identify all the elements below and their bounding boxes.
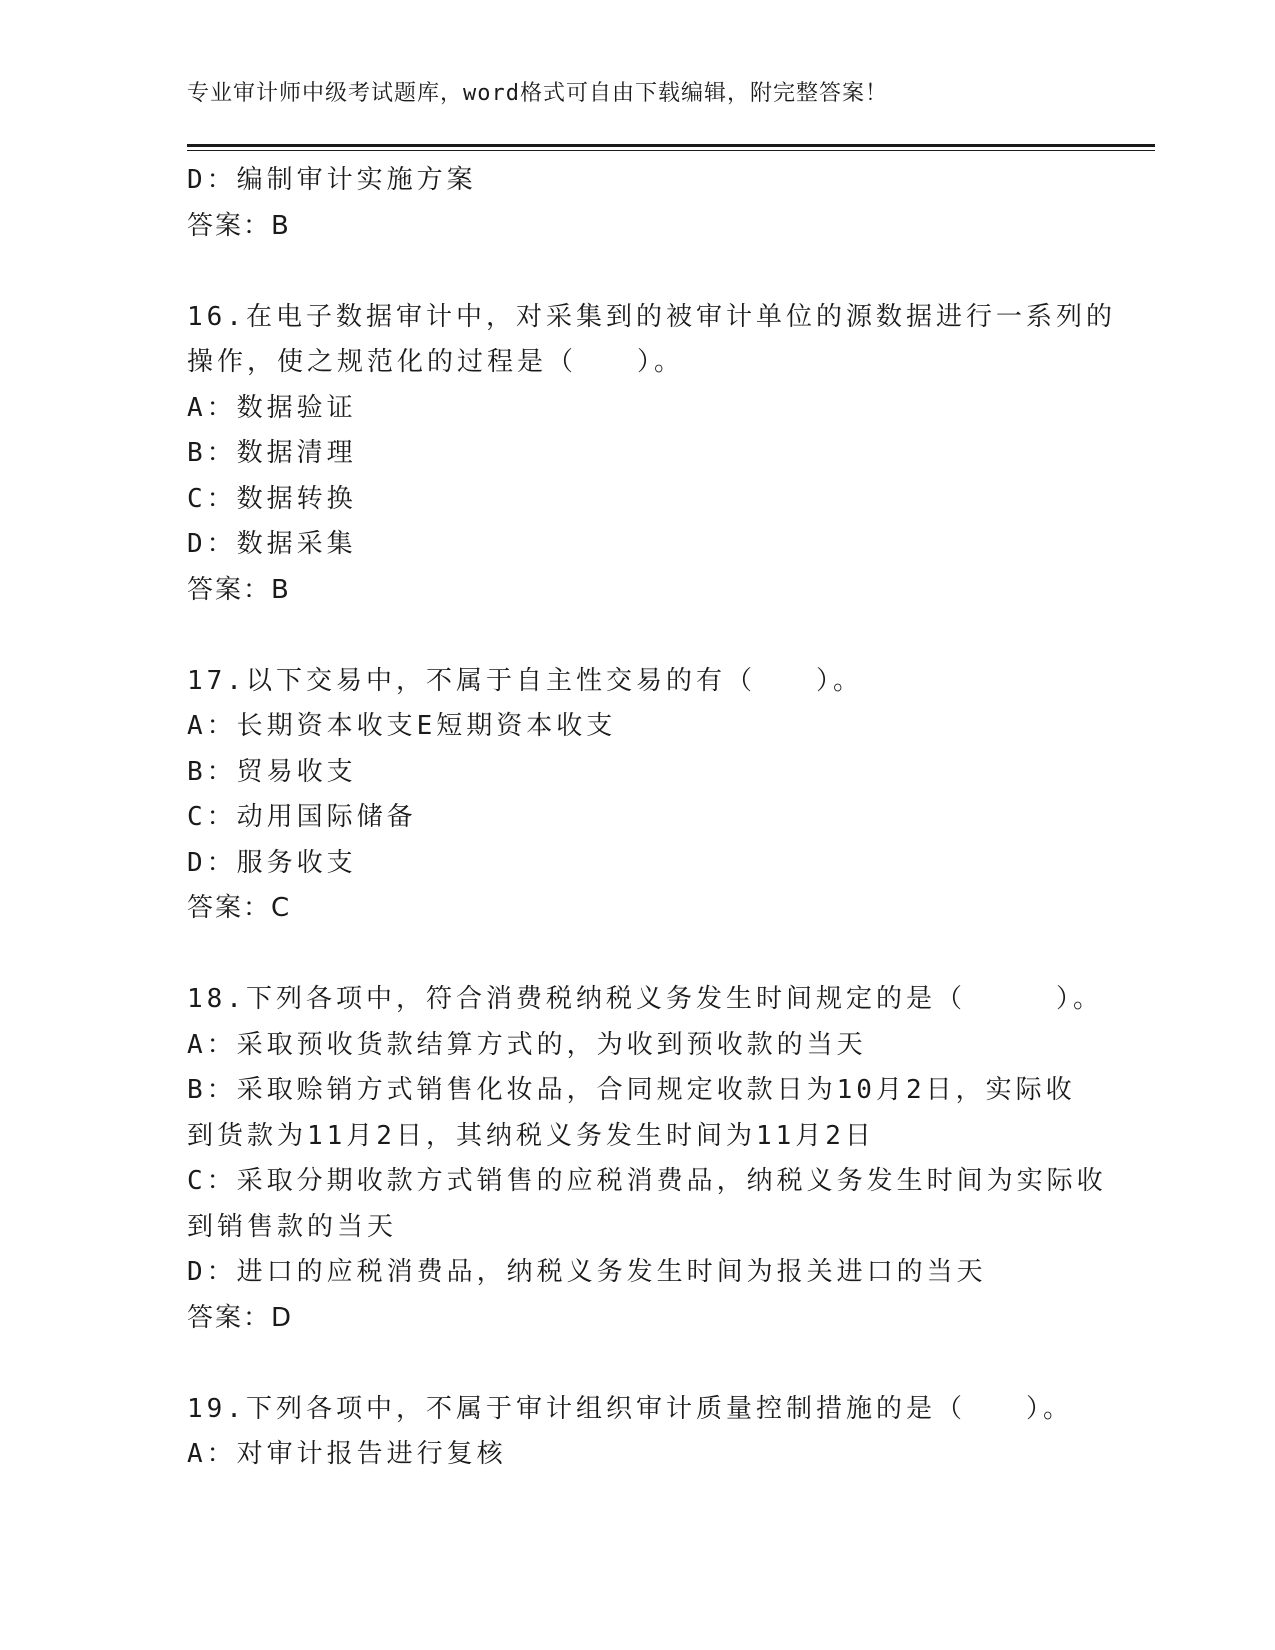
option-a: A：数据验证: [187, 392, 357, 423]
header-rule-thin: [187, 150, 1155, 151]
header-rule-thick: [187, 144, 1155, 147]
question-block-16: [187, 295, 1116, 614]
option-b: B：数据清理: [187, 438, 357, 468]
question-block-19: [187, 1387, 1087, 1478]
question-stem-cont: 操作，使之规范化的过程是（ ）。: [187, 347, 685, 377]
question-block-15: [187, 158, 1087, 249]
option-d: D：数据采集: [187, 529, 357, 559]
question-stem: 18.下列各项中，符合消费税纳税义务发生时间规定的是（ ）。: [187, 984, 1103, 1014]
option-c-cont: 到销售款的当天: [187, 1211, 398, 1242]
question-block-18: [187, 977, 1107, 1341]
answer: 答案：B: [187, 210, 291, 241]
question-stem: 16.在电子数据审计中，对采集到的被审计单位的源数据进行一系列的: [187, 301, 1116, 332]
question-stem: 17.以下交易中，不属于自主性交易的有（ ）。: [187, 665, 863, 696]
answer: 答案：C: [187, 893, 292, 923]
option-c: C：采取分期收款方式销售的应税消费品，纳税义务发生时间为实际收: [187, 1166, 1107, 1196]
spacer: [187, 932, 1087, 978]
question-stem: 19.下列各项中，不属于审计组织审计质量控制措施的是（ ）。: [187, 1393, 1073, 1424]
answer: 答案：B: [187, 574, 291, 605]
option-b: B：贸易收支: [187, 756, 357, 787]
option-d: D：进口的应税消费品，纳税义务发生时间为报关进口的当天: [187, 1257, 987, 1287]
option-d: D：编制审计实施方案: [187, 165, 477, 195]
option-b: B：采取赊销方式销售化妆品，合同规定收款日为10月2日，实际收: [187, 1075, 1076, 1105]
option-c: C：数据转换: [187, 483, 357, 514]
page-header: 专业审计师中级考试题库，word格式可自由下载编辑，附完整答案！: [187, 81, 888, 106]
option-d: D：服务收支: [187, 847, 357, 878]
spacer: [187, 249, 1087, 295]
option-b-cont: 到货款为11月2日，其纳税义务发生时间为11月2日: [187, 1120, 875, 1151]
option-a: A：对审计报告进行复核: [187, 1439, 507, 1469]
spacer: [187, 613, 1087, 659]
answer: 答案：D: [187, 1302, 294, 1333]
option-a: A：长期资本收支E短期资本收支: [187, 711, 617, 741]
question-content: [187, 158, 1116, 1478]
spacer: [187, 1341, 1087, 1387]
question-block-17: [187, 659, 1087, 932]
option-a: A：采取预收货款结算方式的，为收到预收款的当天: [187, 1029, 867, 1060]
option-c: C：动用国际储备: [187, 802, 417, 832]
